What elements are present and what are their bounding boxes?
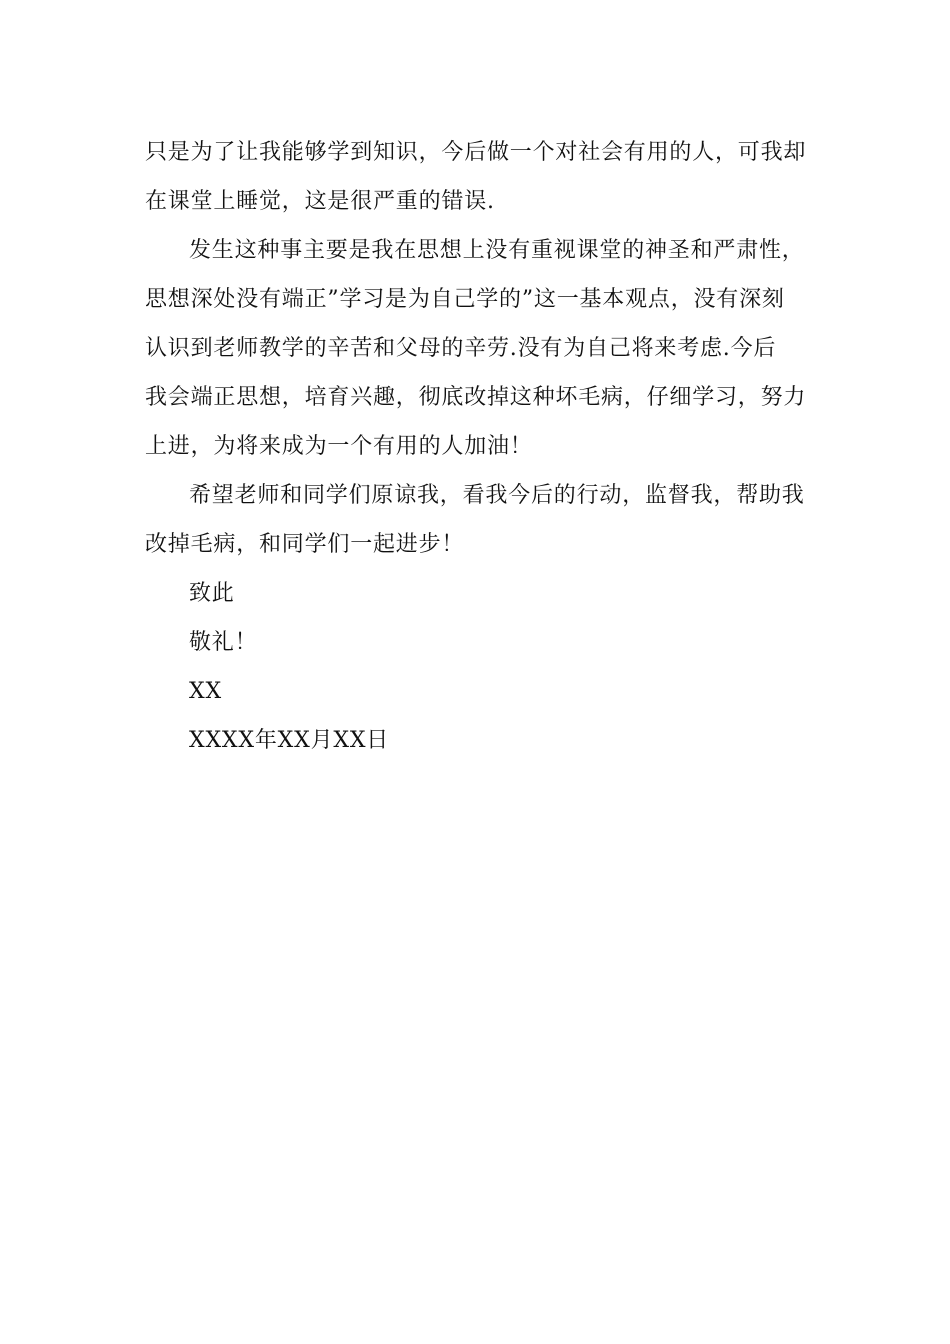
signature-date: XXXX年XX月XX日 [189, 728, 390, 753]
signature-name: XX [189, 679, 222, 704]
letter-body [145, 128, 810, 765]
body-line: 只是为了让我能够学到知识，今后做一个对社会有用的人，可我却 [145, 140, 807, 165]
paragraph-start-line: 发生这种事主要是我在思想上没有重视课堂的神圣和严肃性， [189, 238, 805, 263]
paragraph-start-line: 希望老师和同学们原谅我，看我今后的行动，监督我，帮助我 [189, 483, 805, 508]
body-line: 认识到老师教学的辛苦和父母的辛劳.没有为自己将来考虑.今后 [145, 336, 777, 361]
salutation-line: 敬礼！ [189, 630, 258, 655]
body-line: 上进，为将来成为一个有用的人加油！ [145, 434, 533, 459]
body-line: 思想深处没有端正”学习是为自己学的”这一基本观点，没有深刻 [145, 287, 785, 312]
body-line: 改掉毛病，和同学们一起进步！ [145, 532, 465, 557]
body-line: 在课堂上睡觉，这是很严重的错误. [145, 189, 495, 214]
closing-line: 致此 [189, 581, 235, 606]
body-line: 我会端正思想，培育兴趣，彻底改掉这种坏毛病，仔细学习，努力 [145, 385, 807, 410]
